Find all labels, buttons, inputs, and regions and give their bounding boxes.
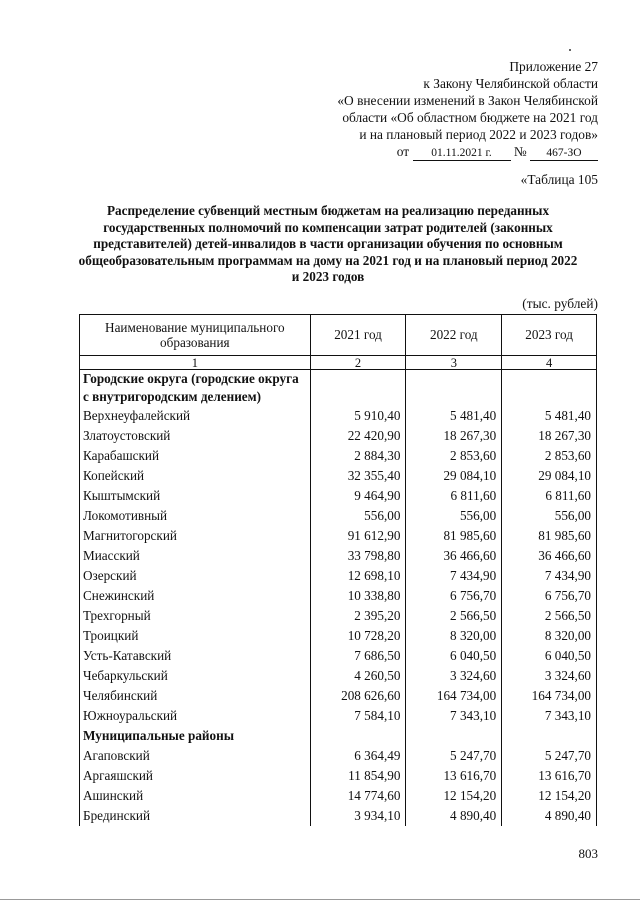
value-2021: 10 728,20	[310, 626, 406, 646]
table-header-row	[80, 315, 597, 356]
value-2022: 4 890,40	[406, 806, 502, 826]
appendix-header	[337, 58, 598, 161]
appendix-line: к Закону Челябинской области	[423, 76, 598, 91]
value-2022: 8 320,00	[406, 626, 502, 646]
value-2021: 14 774,60	[310, 786, 406, 806]
number-label: №	[513, 144, 527, 159]
table-row	[80, 426, 597, 446]
municipality-name: Копейский	[80, 466, 311, 486]
value-2023: 164 734,00	[502, 686, 597, 706]
value-2021: 7 686,50	[310, 646, 406, 666]
municipality-name: Кыштымский	[80, 486, 311, 506]
value-2023: 12 154,20	[502, 786, 597, 806]
scan-speck	[569, 49, 571, 51]
value-2022: 29 084,10	[406, 466, 502, 486]
value-2023: 7 343,10	[502, 706, 597, 726]
value-2021: 3 934,10	[310, 806, 406, 826]
value-2023: 4 890,40	[502, 806, 597, 826]
value-2022: 6 040,50	[406, 646, 502, 666]
value-2021: 5 910,40	[310, 406, 406, 426]
municipality-name: Озерский	[80, 566, 311, 586]
appendix-line: Приложение 27	[509, 59, 598, 74]
value-2022: 18 267,30	[406, 426, 502, 446]
column-header: 2022 год	[406, 315, 502, 356]
column-number: 1	[80, 356, 311, 370]
table-row	[80, 766, 597, 786]
value-2022: 6 756,70	[406, 586, 502, 606]
municipality-name: Ашинский	[80, 786, 311, 806]
value-2021: 12 698,10	[310, 566, 406, 586]
value-2022: 7 343,10	[406, 706, 502, 726]
table-row	[80, 786, 597, 806]
table-row	[80, 486, 597, 506]
table-reference: «Таблица 105	[520, 172, 598, 187]
value-2023: 2 853,60	[502, 446, 597, 466]
table-row	[80, 586, 597, 606]
table-row	[80, 626, 597, 646]
value-2021: 91 612,90	[310, 526, 406, 546]
value-2023: 3 324,60	[502, 666, 597, 686]
law-reference	[337, 143, 598, 161]
municipality-name: Челябинский	[80, 686, 311, 706]
value-2021: 33 798,80	[310, 546, 406, 566]
value-2021: 556,00	[310, 506, 406, 526]
page-number: 803	[578, 846, 598, 861]
table-row	[80, 546, 597, 566]
table-row	[80, 606, 597, 626]
table-row	[80, 666, 597, 686]
municipality-name: Аргаяшский	[80, 766, 311, 786]
municipality-name: Магнитогорский	[80, 526, 311, 546]
value-2021: 22 420,90	[310, 426, 406, 446]
appendix-line: области «Об областном бюджете на 2021 год	[342, 110, 598, 125]
value-2022: 6 811,60	[406, 486, 502, 506]
table-row	[80, 406, 597, 426]
value-2023: 13 616,70	[502, 766, 597, 786]
value-2021: 9 464,90	[310, 486, 406, 506]
municipality-name: Верхнеуфалейский	[80, 406, 311, 426]
value-2021: 2 884,30	[310, 446, 406, 466]
value-2021: 2 395,20	[310, 606, 406, 626]
municipality-name: Агаповский	[80, 746, 311, 766]
municipality-name: Трехгорный	[80, 606, 311, 626]
bottom-divider	[0, 899, 640, 900]
value-2022: 36 466,60	[406, 546, 502, 566]
table-row	[80, 526, 597, 546]
column-header: 2021 год	[310, 315, 406, 356]
table-row	[80, 466, 597, 486]
column-header: Наименование муниципального образования	[80, 315, 311, 356]
value-2023: 556,00	[502, 506, 597, 526]
column-number: 2	[310, 356, 406, 370]
municipality-name: Брединский	[80, 806, 311, 826]
table-row	[80, 646, 597, 666]
value-2021: 4 260,50	[310, 666, 406, 686]
municipality-name: Чебаркульский	[80, 666, 311, 686]
value-2022: 81 985,60	[406, 526, 502, 546]
value-2022: 2 853,60	[406, 446, 502, 466]
value-2021: 10 338,80	[310, 586, 406, 606]
value-2023: 6 756,70	[502, 586, 597, 606]
column-number: 3	[406, 356, 502, 370]
law-date: 01.11.2021 г.	[413, 146, 511, 161]
value-2022: 164 734,00	[406, 686, 502, 706]
value-2021: 208 626,60	[310, 686, 406, 706]
from-label: от	[396, 144, 410, 159]
value-2023: 7 434,90	[502, 566, 597, 586]
table-row	[80, 506, 597, 526]
value-2022: 2 566,50	[406, 606, 502, 626]
value-2023: 5 247,70	[502, 746, 597, 766]
law-number: 467-ЗО	[530, 146, 598, 161]
value-2023: 5 481,40	[502, 406, 597, 426]
table-row	[80, 686, 597, 706]
municipality-name: Троицкий	[80, 626, 311, 646]
municipality-name: Карабашский	[80, 446, 311, 466]
municipality-name: Локомотивный	[80, 506, 311, 526]
value-2023: 36 466,60	[502, 546, 597, 566]
value-2023: 18 267,30	[502, 426, 597, 446]
value-2022: 13 616,70	[406, 766, 502, 786]
section-title: Городские округа (городские округа с внутригородским делением)	[80, 370, 311, 407]
municipality-name: Южноуральский	[80, 706, 311, 726]
appendix-line: «О внесении изменений в Закон Челябинской	[337, 93, 598, 108]
table-row	[80, 746, 597, 766]
column-number: 4	[502, 356, 597, 370]
value-2022: 5 481,40	[406, 406, 502, 426]
value-2021: 6 364,49	[310, 746, 406, 766]
section-row	[80, 370, 597, 407]
subsidy-table	[79, 314, 597, 826]
value-2023: 2 566,50	[502, 606, 597, 626]
value-2022: 12 154,20	[406, 786, 502, 806]
value-2022: 3 324,60	[406, 666, 502, 686]
value-2023: 6 040,50	[502, 646, 597, 666]
table-row	[80, 706, 597, 726]
appendix-line: и на плановый период 2022 и 2023 годов»	[359, 127, 598, 142]
municipality-name: Миасский	[80, 546, 311, 566]
section-row	[80, 726, 597, 746]
table-row	[80, 446, 597, 466]
section-title: Муниципальные районы	[80, 726, 311, 746]
value-2022: 5 247,70	[406, 746, 502, 766]
value-2021: 11 854,90	[310, 766, 406, 786]
table-row	[80, 806, 597, 826]
units-label: (тыс. рублей)	[522, 296, 598, 311]
municipality-name: Златоустовский	[80, 426, 311, 446]
value-2021: 7 584,10	[310, 706, 406, 726]
value-2023: 8 320,00	[502, 626, 597, 646]
table-row	[80, 566, 597, 586]
column-number-row	[80, 356, 597, 370]
value-2021: 32 355,40	[310, 466, 406, 486]
value-2023: 6 811,60	[502, 486, 597, 506]
value-2023: 81 985,60	[502, 526, 597, 546]
municipality-name: Усть-Катавский	[80, 646, 311, 666]
column-header: 2023 год	[502, 315, 597, 356]
value-2022: 7 434,90	[406, 566, 502, 586]
value-2022: 556,00	[406, 506, 502, 526]
value-2023: 29 084,10	[502, 466, 597, 486]
municipality-name: Снежинский	[80, 586, 311, 606]
document-title: Распределение субвенций местным бюджетам на реализацию переданных государственных полномочий по компенсации затрат родителей (законных представителей) детей-инвалидов в части организации обучения по основным общеобразовательным программам на дому на 2021 год и на плановый период 2022 и 2023 годов	[78, 203, 578, 284]
